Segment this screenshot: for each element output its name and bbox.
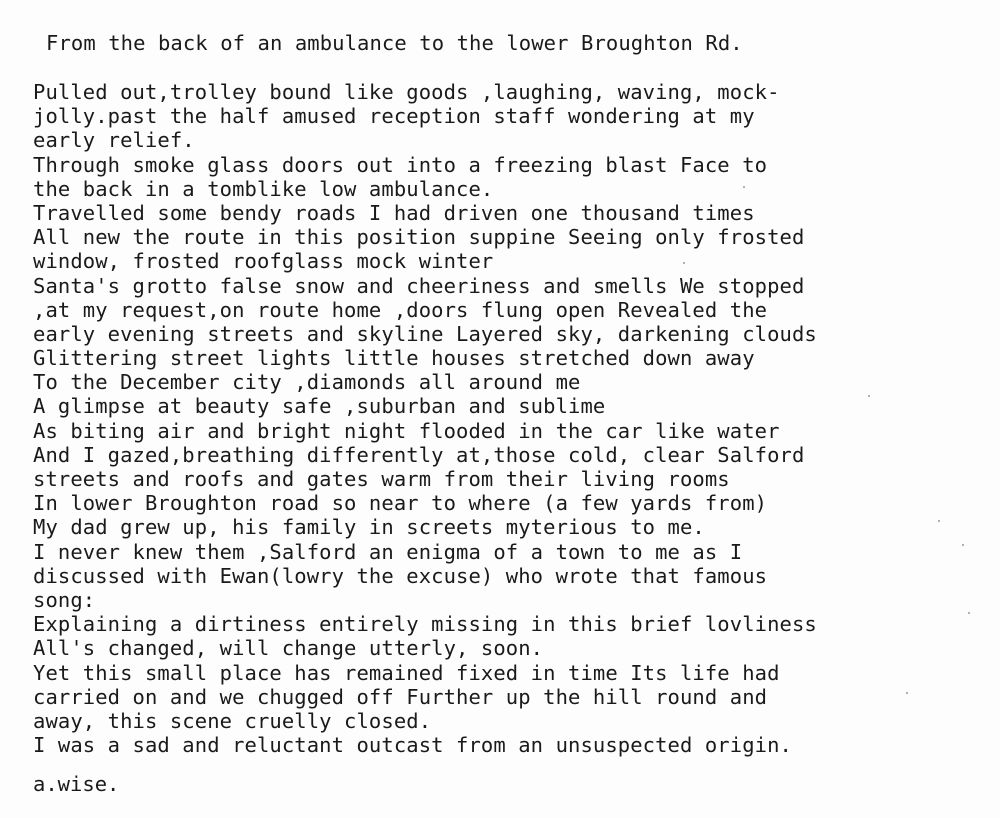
poem-line: I was a sad and reluctant outcast from an unsuspected origin. (33, 733, 792, 758)
poem-line: early relief. (33, 128, 195, 153)
scan-speck (962, 544, 964, 546)
poem-line: the back in a tomblike low ambulance. (33, 176, 494, 201)
poem-line: As biting air and bright night flooded in the car like water (33, 418, 780, 443)
poem-line: I never knew them ,Salford an enigma of a town to me as I (33, 539, 743, 564)
author-signature: a.wise. (33, 772, 120, 796)
poem-line: To the December city ,diamonds all around me (33, 370, 581, 395)
scan-speck (868, 395, 870, 397)
poem-line: All's changed, will change utterly, soon. (33, 636, 544, 661)
poem-line: early evening streets and skyline Layered sky, darkening clouds (33, 321, 817, 346)
poem-line: away, this scene cruelly closed. (33, 708, 432, 733)
scan-speck (906, 692, 908, 694)
poem-line: Pulled out,trolley bound like goods ,laughing, waving, mock- (33, 80, 780, 104)
poem-line: All new the route in this position suppine Seeing only frosted (33, 225, 805, 250)
poem-line: A glimpse at beauty safe ,suburban and sublime (33, 394, 606, 419)
poem-line: carried on and we chugged off Further up the hill round and (33, 684, 768, 709)
poem-line: Glittering street lights little houses stretched down away (33, 346, 755, 371)
poem-line: discussed with Ewan(lowry the excuse) who wrote that famous (33, 563, 768, 588)
poem-line: Travelled some bendy roads I had driven one thousand times (33, 200, 755, 225)
poem-line: Yet this small place has remained fixed in time Its life had (33, 660, 780, 685)
scan-speck (938, 520, 940, 522)
poem-line: jolly.past the half amused reception staff wondering at my (33, 104, 755, 129)
scan-speck (683, 262, 685, 264)
poem-body (33, 80, 817, 757)
poem-line: Santa's grotto false snow and cheeriness and smells We stopped (33, 273, 805, 298)
poem-line: ,at my request,on route home ,doors flung open Revealed the (33, 297, 768, 322)
poem-line: window, frosted roofglass mock winter (33, 249, 494, 274)
poem-line: In lower Broughton road so near to where (a few yards from) (33, 491, 768, 516)
poem-line: Explaining a dirtiness entirely missing in this brief lovliness (33, 612, 817, 637)
poem-title: From the back of an ambulance to the lower Broughton Rd. (46, 31, 743, 55)
poem-line: And I gazed,breathing differently at,those cold, clear Salford (33, 442, 805, 467)
poem-line: song: (33, 587, 96, 612)
poem-line: Through smoke glass doors out into a freezing blast Face to (33, 152, 768, 177)
poem-line: streets and roofs and gates warm from their living rooms (33, 467, 730, 491)
poem-line: My dad grew up, his family in screets myterious to me. (33, 515, 705, 540)
scan-speck (968, 612, 970, 614)
scan-speck (743, 186, 745, 188)
